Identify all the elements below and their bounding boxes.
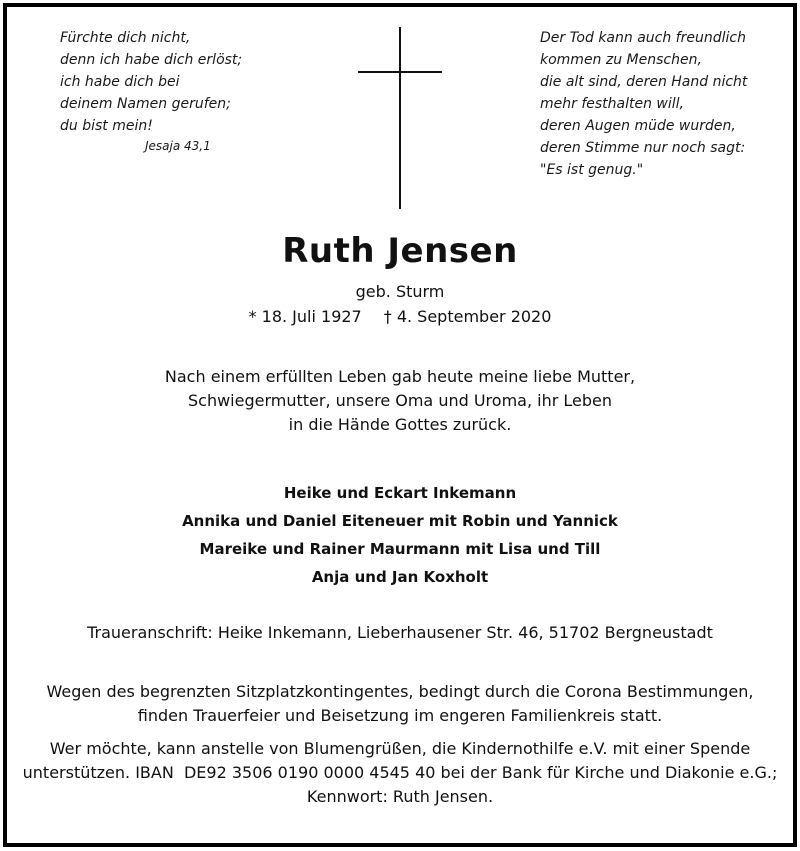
donation-line: Kennwort: Ruth Jensen. xyxy=(306,787,494,806)
verse-line: deinem Namen gerufen; xyxy=(60,96,231,112)
notice-line: finden Trauerfeier und Beisetzung im engeren Familienkreis statt. xyxy=(137,706,663,725)
donation-line: unterstützen. IBAN DE92 3506 0190 0000 4545 40 bei der Bank für Kirche und Diakonie e.G.; xyxy=(22,763,778,782)
verse-source: Jesaja 43,1 xyxy=(145,139,211,153)
funeral-notice xyxy=(0,680,800,728)
life-dates xyxy=(0,305,800,329)
poem-line: "Es ist genug." xyxy=(540,162,644,178)
poem-line: deren Augen müde wurden, xyxy=(540,118,736,134)
mourning-address: Traueranschrift: Heike Inkemann, Lieberhausener Str. 46, 51702 Bergneustadt xyxy=(87,623,713,642)
poem-line: kommen zu Menschen, xyxy=(540,52,702,68)
donation-line: Wer möchte, kann anstelle von Blumengrüßen, die Kindernothilfe e.V. mit einer Spende xyxy=(49,739,751,758)
poem-line: die alt sind, deren Hand nicht xyxy=(540,74,748,90)
family-member: Annika und Daniel Eiteneuer mit Robin und Yannick xyxy=(182,512,618,530)
family-member: Anja und Jan Koxholt xyxy=(311,568,489,586)
cross-icon xyxy=(358,27,442,209)
tribute-line: Nach einem erfüllten Leben gab heute meine liebe Mutter, xyxy=(164,367,636,386)
verse-line: du bist mein! xyxy=(60,118,153,134)
verse-line: Fürchte dich nicht, xyxy=(60,30,191,46)
family-member: Heike und Eckart Inkemann xyxy=(283,484,517,502)
poem-line: Der Tod kann auch freundlich xyxy=(540,30,746,46)
family-member: Mareike und Rainer Maurmann mit Lisa und Till xyxy=(199,540,601,558)
deceased-name: Ruth Jensen xyxy=(282,231,518,271)
notice-line: Wegen des begrenzten Sitzplatzkontingentes, bedingt durch die Corona Bestimmungen, xyxy=(46,682,754,701)
tribute-line: in die Hände Gottes zurück. xyxy=(288,415,512,434)
birth-name: geb. Sturm xyxy=(355,282,445,301)
birth-date: * 18. Juli 1927 xyxy=(248,307,362,326)
poem-line: mehr festhalten will, xyxy=(540,96,684,112)
verse-line: ich habe dich bei xyxy=(60,74,180,90)
tribute-line: Schwiegermutter, unsere Oma und Uroma, ihr Leben xyxy=(188,391,612,410)
poem-line: deren Stimme nur noch sagt: xyxy=(540,140,746,156)
verse-line: denn ich habe dich erlöst; xyxy=(60,52,243,68)
donation-request xyxy=(0,737,800,809)
tribute-text xyxy=(0,365,800,437)
death-date: † 4. September 2020 xyxy=(383,307,552,326)
poem-right xyxy=(540,27,747,181)
bible-verse-left xyxy=(60,27,242,155)
